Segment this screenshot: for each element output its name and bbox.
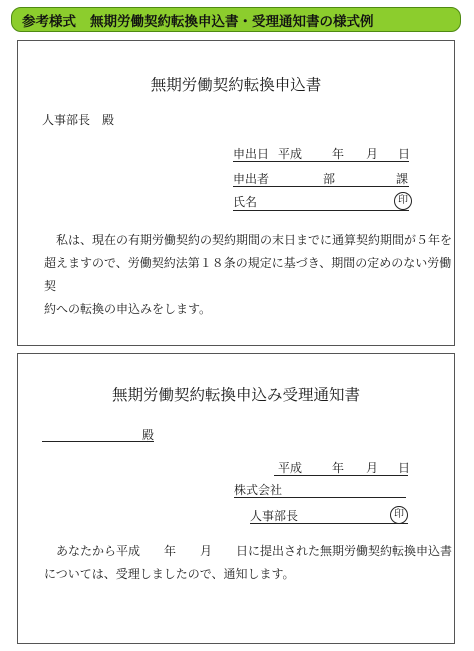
company-name: 株式会社 [234,483,283,497]
applicant-section: 課 [396,172,409,186]
application-body-line: 私は、現在の有期労働契約の契約期間の末日までに通算契約期間が５年を [44,233,453,247]
application-title: 無期労働契約転換申込書 [150,76,322,94]
application-body [44,229,454,321]
company-underline [234,497,406,498]
manager-underline [250,523,408,524]
date-era: 平成 [278,147,303,161]
notice-body-line: については、受理しましたので、通知します。 [44,567,295,581]
header-banner [11,7,461,32]
date-underline [233,161,409,162]
application-form [17,40,455,346]
notice-title: 無期労働契約転換申込み受理通知書 [111,386,360,404]
name-underline [233,210,409,211]
manager-title: 人事部長 [250,509,299,523]
applicant-department: 部 [323,172,336,186]
application-addressee: 人事部長 殿 [42,113,115,127]
notice-body-line: あなたから平成 年 月 日に提出された無期労働契約転換申込書 [44,544,453,558]
application-body-line: 約への転換の申込みをします。 [44,302,212,316]
name-label: 氏名 [233,195,258,209]
notice-addressee-suffix: 殿 [142,428,155,442]
date-label: 申出日 [233,147,270,161]
date-year: 年 [332,147,345,161]
addressee-underline [42,441,154,442]
applicant-underline [233,186,409,187]
seal-mark: 印 [394,192,412,210]
notice-body [44,540,452,586]
date-day: 日 [398,147,411,161]
notice-date-month: 月 [366,461,379,475]
notice-date-era: 平成 [278,461,303,475]
applicant-label: 申出者 [233,172,270,186]
seal-mark: 印 [390,506,408,524]
banner-label: 参考様式 [22,13,76,30]
notice-date-year: 年 [332,461,345,475]
receipt-notice [17,353,455,644]
date-month: 月 [366,147,379,161]
notice-date-day: 日 [398,461,411,475]
application-body-line: 超えますので、労働契約法第１８条の規定に基づき、期間の定めのない労働契 [44,256,452,293]
banner-title: 無期労働契約転換申込書・受理通知書の様式例 [90,13,374,30]
notice-date-underline [274,475,408,476]
